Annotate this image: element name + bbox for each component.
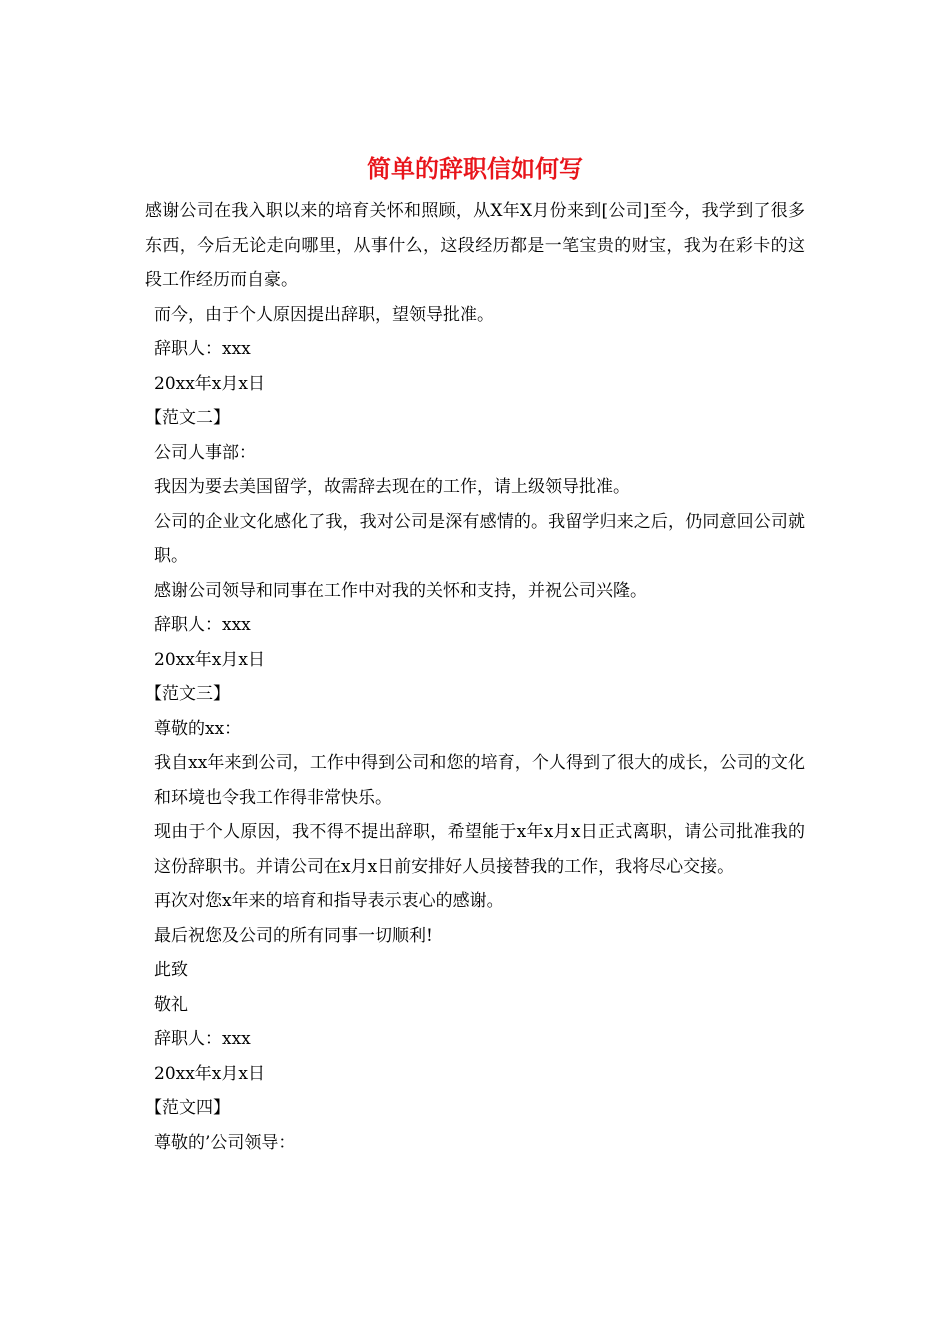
- document-paragraph: 我因为要去美国留学，故需辞去现在的工作，请上级领导批准。: [154, 477, 630, 497]
- document-paragraph: 20xx年x月x日: [154, 649, 265, 670]
- document-paragraph: 感谢公司领导和同事在工作中对我的关怀和支持，并祝公司兴隆。: [154, 580, 647, 601]
- document-paragraph: 尊敬的xx：: [154, 718, 242, 739]
- document-paragraph: 【范文三】: [145, 684, 230, 704]
- document-paragraph: 辞职人：xxx: [154, 615, 251, 635]
- document-paragraph: 感谢公司在我入职以来的培育关怀和照顾，从X年X月份来到[公司]至今，我学到了很多东西，今后无论走向哪里，从事什么，这段经历都是一笔宝贵的财宝，我为在彩卡的这段工作经历而自豪。: [145, 201, 805, 290]
- document-paragraph: 尊敬的’公司领导：: [154, 1132, 296, 1153]
- document-paragraph: 20xx年x月x日: [154, 1063, 265, 1084]
- document-title: 简单的辞职信如何写: [367, 154, 583, 183]
- document-paragraph: 此致: [154, 960, 188, 980]
- document-paragraph: 【范文二】: [145, 408, 230, 428]
- document-paragraph: 公司人事部：: [154, 442, 256, 463]
- document-paragraph: 我自xx年来到公司，工作中得到公司和您的培育，个人得到了很大的成长，公司的文化和环境也令我工作得非常快乐。: [154, 753, 805, 808]
- document-body: [145, 194, 805, 1160]
- document-paragraph: 敬礼: [154, 994, 188, 1015]
- document-paragraph: 现由于个人原因，我不得不提出辞职，希望能于x年x月x日正式离职，请公司批准我的这份辞职书。并请公司在x月x日前安排好人员接替我的工作，我将尽心交接。: [154, 822, 805, 877]
- document-paragraph: 辞职人：xxx: [154, 339, 251, 359]
- document-paragraph: 最后祝您及公司的所有同事一切顺利!: [154, 925, 433, 946]
- document-paragraph: 公司的企业文化感化了我，我对公司是深有感情的。我留学归来之后，仍同意回公司就职。: [154, 511, 805, 566]
- document-paragraph: 而今，由于个人原因提出辞职，望领导批准。: [154, 304, 494, 325]
- document-paragraph: 辞职人：xxx: [154, 1029, 251, 1049]
- document-paragraph: 20xx年x月x日: [154, 373, 265, 394]
- document-paragraph: 再次对您x年来的培育和指导表示衷心的感谢。: [154, 891, 504, 911]
- document-paragraph: 【范文四】: [145, 1098, 230, 1118]
